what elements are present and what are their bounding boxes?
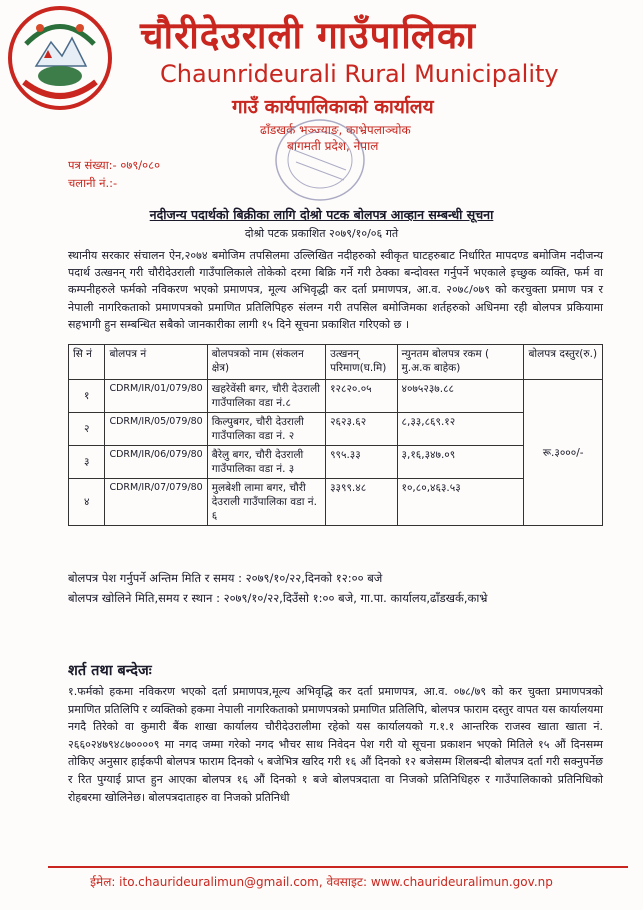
cell-bid-no: CDRM/IR/01/079/80 [105,380,207,413]
cell-bid-name: खहरेवेंसी बगर, चौरी देउराली गाउँपालिका वडा नं.८ [207,380,325,413]
terms-heading: शर्त तथा बन्देजः [68,663,152,679]
header-volume: उत्खनन् परिमाण(घ.मि) [326,345,397,380]
cell-volume: १२८२०.०५ [326,380,397,413]
cell-sn: १ [69,380,105,413]
cell-sn: २ [69,413,105,446]
header-min-amount: न्युनतम बोलपत्र रकम ( मु.अ.क बाहेक) [397,345,524,380]
cell-bid-no: CDRM/IR/06/079/80 [105,446,207,479]
reference-number: पत्र संख्या:- ०७९/०८० [68,158,161,172]
table-row [69,446,603,479]
address-line-1: ढाँडखर्क भञ्ज्याङ, काभ्रेपलाञ्चोक [260,123,411,137]
cell-min-amount: ८,३३,८६९.१२ [397,413,524,446]
header-fee: बोलपत्र दस्तुर(रु.) [524,345,603,380]
cell-fee: रू.३०००/- [524,380,603,526]
table-row [69,479,603,526]
notice-intro-paragraph: स्थानीय सरकार संचालन ऐन,२०७४ बमोजिम तपसिलमा उल्लिखित नदीहरुको स्वीकृत घाटहरुबाट निर्धारित मापदण्ड बमोजिम नदीजन्य पदार्थ उत्खनन् गरी चौरीदेउराली गाउँपालिकाले तोकेको दरमा बिक्रि गर्ने गरी ठेक्का बन्दोवस्त गर्नुपर्ने भएकाले इच्छुक व्यक्ति, फर्म वा कम्पनीहरुले फर्मको नविकरण भएको प्रमाणपत्र, मूल्य अभिवृद्धी कर दर्ता प्रमाणपत्र, आ.व. २०७८/०७९ को करचुक्ता प्रमाण पत्र र नेपाली नागरिकताको प्रमाणपत्रको प्रमाणित प्रतिलिपिहरु संलग्न गरी तपसिल बमोजिमका शर्तहरुको अधिनमा रही बोलपत्र प्रकियामा सहभागी हुन सम्बन्धित सबैको जानकारीका लागी १५ दिने सूचना प्रकाशित गरिएको छ । [68,249,603,331]
office-name: गाउँ कार्यपालिकाको कार्यालय [232,96,434,118]
cell-sn: ४ [69,479,105,526]
footer-divider [48,866,628,868]
publish-date: दोश्रो पटक प्रकाशित २०७९/१०/०६ गते [244,227,399,240]
office-stamp-seal [262,110,378,210]
table-header-row [69,345,603,380]
header-bid-no: बोलपत्र नं [105,345,207,380]
submission-deadline: बोलपत्र पेश गर्नुपर्ने अन्तिम मिति र समय : २०७९/१०/२२,दिनको १२:०० बजे [68,571,383,585]
header-sn: सि नं [69,345,105,380]
cell-bid-no: CDRM/IR/07/079/80 [105,479,207,526]
table-row [69,380,603,413]
cell-volume: ३३९९.४८ [326,479,397,526]
cell-sn: ३ [69,446,105,479]
cell-bid-name: मुलबेशी लामा बगर, चौरी देउराली गाउँपालिका वडा नं. ६ [207,479,325,526]
dispatch-number: चलानी नं.:- [68,176,118,190]
cell-bid-name: बैरेलु बगर, चौरी देउराली गाउँपालिका वडा नं. ३ [207,446,325,479]
table-row [69,413,603,446]
header-bid-name: बोलपत्रको नाम (संकलन क्षेत्र) [207,345,325,380]
cell-bid-name: किल्पुबगर, चौरी देउराली गाउँपालिका वडा नं. २ [207,413,325,446]
notice-title: नदीजन्य पदार्थको बिक्रीका लागि दोश्रो पटक बोलपत्र आव्हान सम्बन्धी सूचना [149,207,494,222]
tender-table [68,344,603,526]
opening-schedule: बोलपत्र खोलिने मिति,समय र स्थान : २०७९/१०/२२,दिउँसो १:०० बजे, गा.पा. कार्यालय,ढाँडखर्क,काभ्रे [68,591,488,605]
municipality-title-english: Chaunrideurali Rural Municipality [160,60,559,88]
address-line-2: बागमती प्रदेश, नेपाल [287,139,379,153]
cell-min-amount: १०,८०,४६३.५३ [397,479,524,526]
cell-volume: ९९५.३३ [326,446,397,479]
cell-volume: २६२३.६२ [326,413,397,446]
terms-item-1: १.फर्मको हकमा नविकरण भएको दर्ता प्रमाणपत्र,मूल्य अभिवृद्धि कर दर्ता प्रमाणपत्र, आ.व. ०७८/७९ को कर चुक्ता प्रमाणपत्रको प्रमाणित प्रतिलिपि र व्यक्तिको हकमा नेपाली नागरिकताको प्रमाणपत्रको प्रमाणित प्रतिलिपि, बोलपत्र फाराम दस्तुर वापत यस कार्यालयमा नगदै तिरेको वा कुमारी बैंक शाखा कार्यालय चौरीदेउरालीमा रहेको यस कार्यालयको ग.१.१ आन्तरिक राजस्व खाता खाता नं. २६६०२४७९४८७००००९ मा नगद जम्मा गरेको नगद भौचर साथ निवेदन पेश गरी यो सूचना प्रकाशन भएको मितिले १५ औं दिनसम्म तोकिए अनुसार हाईकपी बोलपत्र फाराम दिनको ५ बजेभित्र खरिद गरी १६ औं दिनको १२ बजेसम्म शिलबन्दी बोलपत्र दर्ता गरी सक्नुपर्नेछ र रित पुग्याई प्राप्त हुन आएका बोलपत्र १६ औं दिनको १ बजे बोलपत्रदाता वा निजको प्रतिनिधिहरु र गाउँपालिकाको प्रतिनिधिको रोहबरमा खोलिनेछ। बोलपत्रदाताहरु वा निजको प्रतिनिधी [68,685,603,804]
cell-bid-no: CDRM/IR/05/079/80 [105,413,207,446]
nepal-emblem-logo [6,4,114,112]
footer-contact: ईमेल: ito.chaurideuralimun@gmail.com, वेवसाइट: www.chaurideuralimun.gov.np [90,875,553,889]
cell-min-amount: ३,१६,३४७.०९ [397,446,524,479]
municipality-title-nepali: चौरीदेउराली गाउँपालिका [140,14,476,57]
cell-min-amount: ४०७५२३७.८८ [397,380,524,413]
